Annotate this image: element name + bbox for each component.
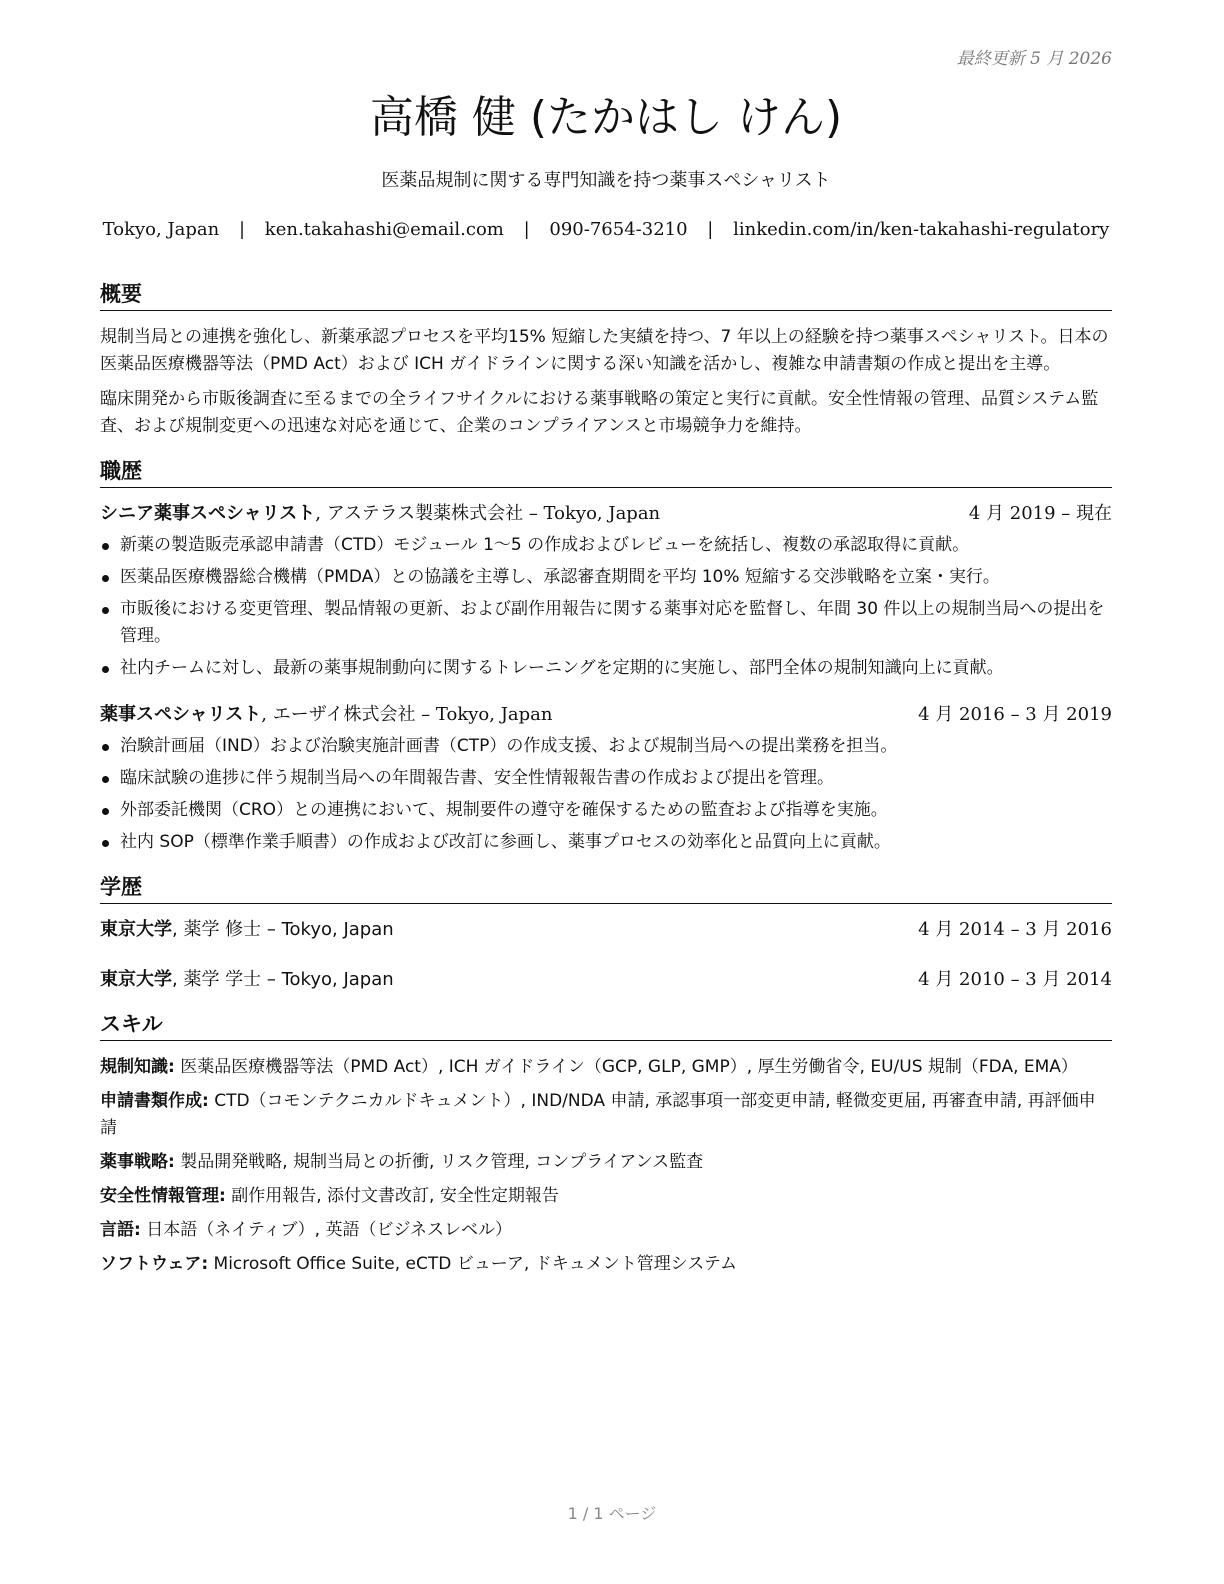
education-title-line [100, 967, 394, 993]
contact-separator: | [523, 219, 530, 240]
section-title-experience: 職歴 [100, 456, 1112, 488]
bullet-icon [102, 840, 109, 847]
skill-row [100, 1149, 1112, 1176]
page-number: 1 / 1 ページ [567, 1504, 657, 1523]
contact-linkedin[interactable]: linkedin.com/in/ken-takahashi-regulatory [733, 219, 1110, 240]
bullet-text: 社内チームに対し、最新の薬事規制動向に関するトレーニングを定期的に実施し、部門全体の規制知識向上に貢献。 [120, 658, 1004, 678]
list-item [100, 532, 1112, 559]
education-dates: 4 月 2010 – 3 月 2014 [918, 969, 1112, 990]
skill-label: 規制知識: [100, 1057, 175, 1077]
bullet-text: 治験計画届（IND）および治験実施計画書（CTP）の作成支援、および規制当局への提出業務を担当。 [120, 736, 898, 756]
job-header [100, 702, 1112, 728]
job-bullets [100, 733, 1112, 856]
skill-value: 医薬品医療機器等法（PMD Act）, ICH ガイドライン（GCP, GLP, GMP）, 厚生労働省令, EU/US 規制（FDA, EMA） [174, 1057, 1078, 1077]
contact-separator: | [707, 219, 714, 240]
skill-row [100, 1251, 1112, 1278]
list-item [100, 733, 1112, 760]
skill-value: 副作用報告, 添付文書改訂, 安全性定期報告 [225, 1186, 559, 1206]
bullet-text: 外部委託機関（CRO）との連携において、規制要件の遵守を確保するための監査および指導を実施。 [120, 800, 888, 820]
contact-email[interactable]: ken.takahashi@email.com [264, 219, 504, 240]
job-role: 薬事スペシャリスト [100, 704, 262, 725]
bullet-text: 臨床試験の進捗に伴う規制当局への年間報告書、安全性情報報告書の作成および提出を管理。 [120, 768, 834, 788]
skill-value: 製品開発戦略, 規制当局との折衝, リスク管理, コンプライアンス監査 [174, 1152, 704, 1172]
job-bullets [100, 532, 1112, 682]
list-item [100, 564, 1112, 591]
summary-section [100, 279, 1112, 440]
bullet-text: 社内 SOP（標準作業手順書）の作成および改訂に参画し、薬事プロセスの効率化と品質向上に貢献。 [120, 832, 891, 852]
bullet-icon [102, 543, 109, 550]
contact-phone[interactable]: 090-7654-3210 [549, 219, 688, 240]
job-role: シニア薬事スペシャリスト [100, 503, 316, 524]
education-dates: 4 月 2014 – 3 月 2016 [918, 919, 1112, 940]
summary-paragraph: 規制当局との連携を強化し、新薬承認プロセスを平均15% 短縮した実績を持つ、7 年以上の経験を持つ薬事スペシャリスト。日本の医薬品医療機器等法（PMD Act）および ICH ガイドラインに関する深い知識を活かし、複雑な申請書類の作成と提出を主導。 [100, 327, 1109, 374]
skill-label: 言語: [100, 1220, 141, 1240]
education-entry [100, 917, 1112, 943]
list-item [100, 797, 1112, 824]
experience-section [100, 456, 1112, 856]
list-item [100, 765, 1112, 792]
bullet-icon [102, 666, 109, 673]
bullet-icon [102, 808, 109, 815]
bullet-icon [102, 575, 109, 582]
resume-page [100, 40, 1112, 1278]
section-title-education: 学歴 [100, 872, 1112, 904]
job-header [100, 501, 1112, 527]
education-degree: , 薬学 修士 – Tokyo, Japan [172, 919, 394, 940]
list-item [100, 829, 1112, 856]
section-title-summary: 概要 [100, 279, 1112, 311]
section-title-skills: スキル [100, 1009, 1112, 1041]
tagline: 医薬品規制に関する専門知識を持つ薬事スペシャリスト [381, 170, 831, 191]
job-company: , アステラス製薬株式会社 – Tokyo, Japan [315, 503, 661, 524]
job-dates: 4 月 2019 – 現在 [968, 503, 1112, 524]
bullet-icon [102, 776, 109, 783]
education-school: 東京大学 [100, 919, 172, 940]
list-item [100, 655, 1112, 682]
summary-paragraph: 臨床開発から市販後調査に至るまでの全ライフサイクルにおける薬事戦略の策定と実行に貢献。安全性情報の管理、品質システム監査、および規制変更への迅速な対応を通じて、企業のコンプライアンスと市場競争力を維持。 [100, 389, 1099, 436]
skill-label: 安全性情報管理: [100, 1186, 226, 1206]
bullet-text: 医薬品医療機器総合機構（PMDA）との協議を主導し、承認審査期間を平均 10% 短縮する交渉戦略を立案・実行。 [120, 567, 1000, 587]
skills-section [100, 1009, 1112, 1278]
job-title-line [100, 702, 553, 728]
skill-label: 薬事戦略: [100, 1152, 175, 1172]
contact-line [100, 217, 1112, 243]
education-degree: , 薬学 学士 – Tokyo, Japan [172, 969, 394, 990]
contact-separator: | [238, 219, 246, 240]
bullet-icon [102, 607, 109, 614]
skill-row [100, 1217, 1112, 1244]
list-item [100, 596, 1112, 650]
last-updated: 最終更新 5 月 2026 [956, 49, 1112, 69]
education-school: 東京大学 [100, 969, 172, 990]
skill-label: 申請書類作成: [100, 1091, 209, 1111]
skill-value: Microsoft Office Suite, eCTD ビューア, ドキュメント管理システム [208, 1254, 738, 1274]
skill-label: ソフトウェア: [100, 1254, 209, 1274]
candidate-name: 高橋 健 (たかはし けん) [369, 92, 843, 143]
bullet-text: 新薬の製造販売承認申請書（CTD）モジュール 1〜5 の作成およびレビューを統括し、複数の承認取得に貢献。 [120, 535, 970, 555]
skill-row [100, 1054, 1112, 1081]
job-company: , エーザイ株式会社 – Tokyo, Japan [261, 704, 553, 725]
bullet-icon [102, 744, 109, 751]
bullet-text: 市販後における変更管理、製品情報の更新、および副作用報告に関する薬事対応を監督し、年間 30 件以上の規制当局への提出を管理。 [120, 599, 1105, 646]
skill-row [100, 1088, 1112, 1142]
skill-value: CTD（コモンテクニカルドキュメント）, IND/NDA 申請, 承認事項一部変更申請, 軽微変更届, 再審査申請, 再評価申請 [100, 1091, 1096, 1138]
education-title-line [100, 917, 394, 943]
education-entry [100, 967, 1112, 993]
education-section [100, 872, 1112, 993]
job-title-line [100, 501, 660, 527]
skill-row [100, 1183, 1112, 1210]
contact-location: Tokyo, Japan [102, 219, 220, 240]
job-dates: 4 月 2016 – 3 月 2019 [918, 704, 1112, 725]
job-entry [100, 501, 1112, 682]
skill-value: 日本語（ネイティブ）, 英語（ビジネスレベル） [140, 1220, 512, 1240]
job-entry [100, 702, 1112, 856]
